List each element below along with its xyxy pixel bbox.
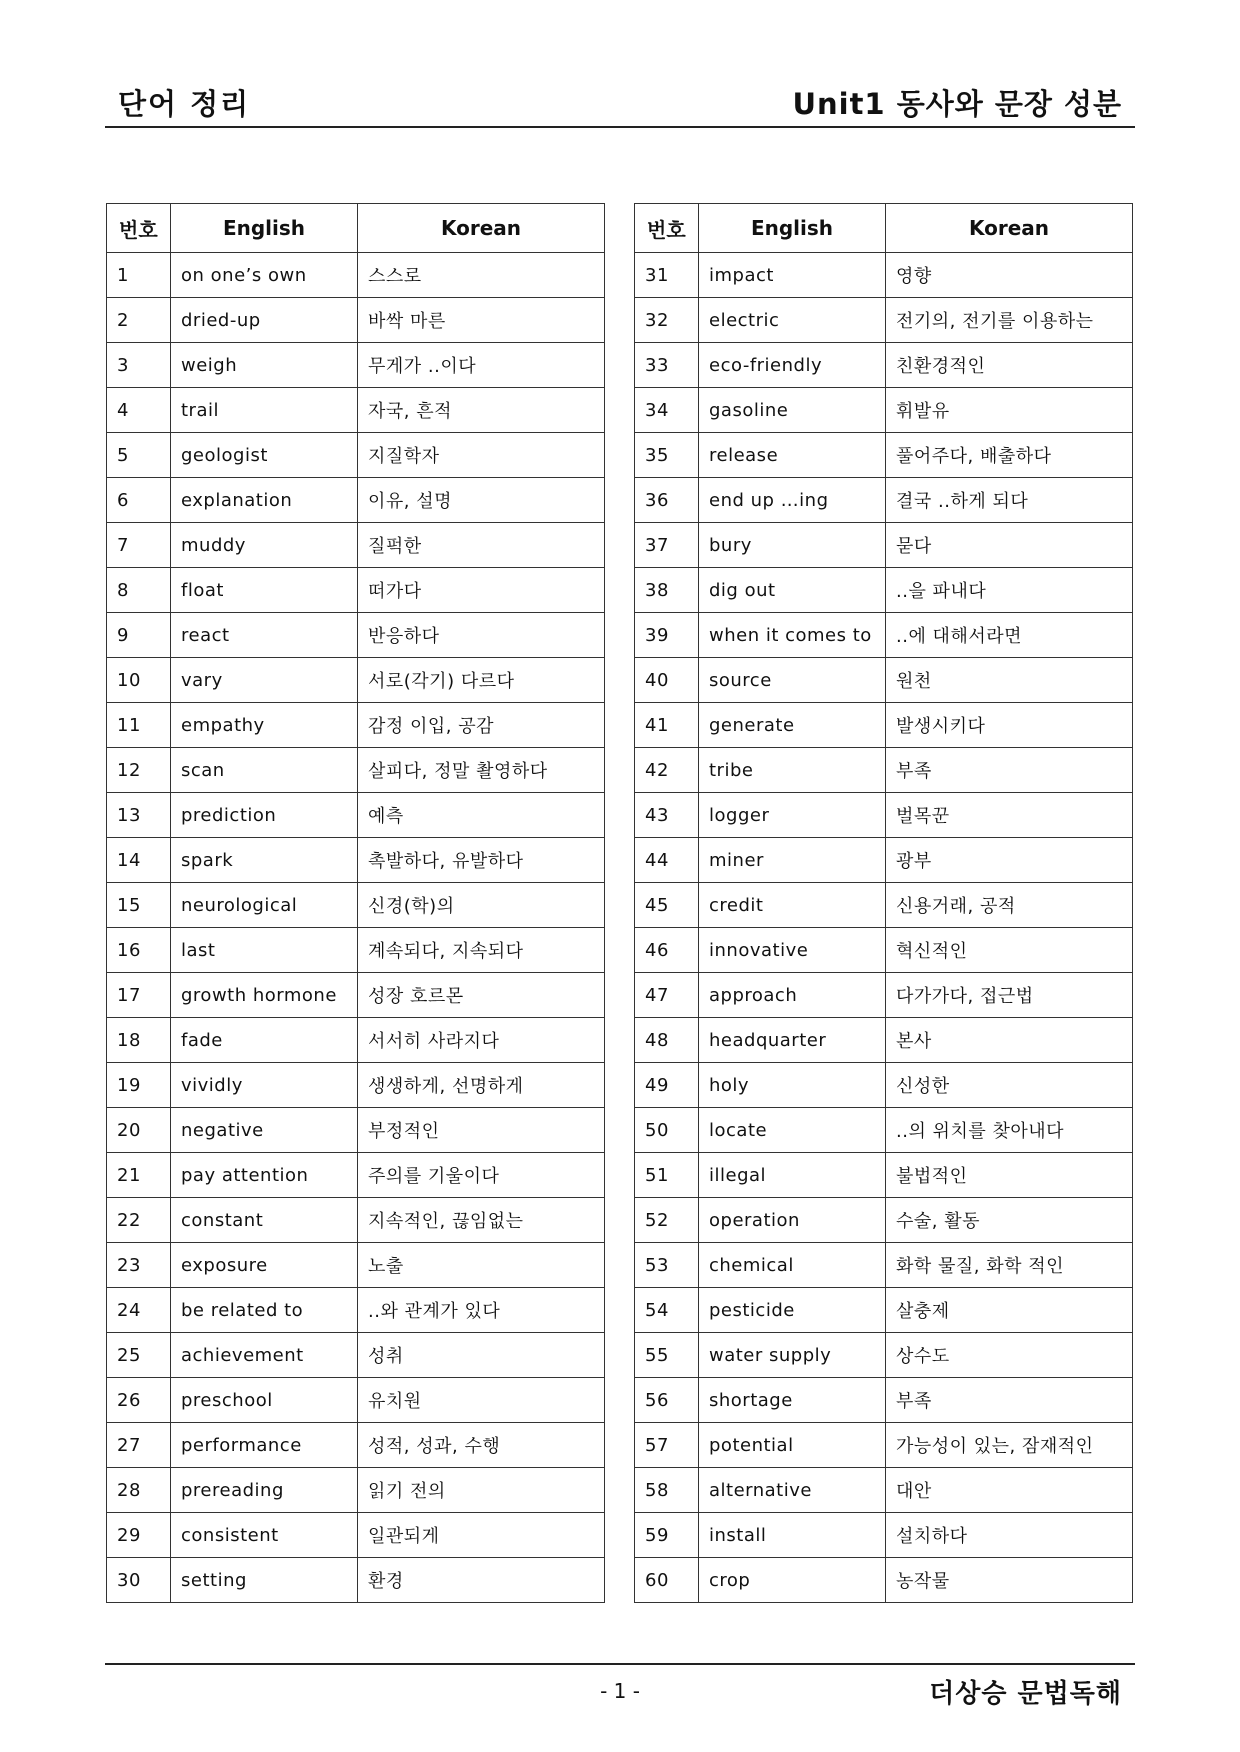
word-korean: 유치원 — [358, 1378, 605, 1423]
table-row — [635, 748, 1133, 793]
word-korean: 신성한 — [886, 1063, 1133, 1108]
page-header — [105, 76, 1135, 128]
word-korean: 화학 물질, 화학 적인 — [886, 1243, 1133, 1288]
table-row — [635, 1558, 1133, 1603]
word-number: 10 — [107, 658, 171, 703]
word-number: 8 — [107, 568, 171, 613]
word-number: 6 — [107, 478, 171, 523]
word-korean: 불법적인 — [886, 1153, 1133, 1198]
table-row — [635, 613, 1133, 658]
word-number: 24 — [107, 1288, 171, 1333]
table-row — [635, 1063, 1133, 1108]
word-english: spark — [171, 838, 358, 883]
table-row — [635, 343, 1133, 388]
word-number: 36 — [635, 478, 699, 523]
word-number: 18 — [107, 1018, 171, 1063]
word-number: 11 — [107, 703, 171, 748]
word-number: 49 — [635, 1063, 699, 1108]
table-row — [107, 253, 605, 298]
word-english: operation — [699, 1198, 886, 1243]
vocab-table-right — [634, 203, 1133, 1603]
word-english: constant — [171, 1198, 358, 1243]
word-korean: 환경 — [358, 1558, 605, 1603]
table-row — [107, 658, 605, 703]
word-number: 56 — [635, 1378, 699, 1423]
word-number: 59 — [635, 1513, 699, 1558]
document-title: 단어 정리 — [118, 87, 251, 121]
word-korean: 수술, 활동 — [886, 1198, 1133, 1243]
word-english: explanation — [171, 478, 358, 523]
word-korean: 부족 — [886, 748, 1133, 793]
word-english: float — [171, 568, 358, 613]
word-korean: 풀어주다, 배출하다 — [886, 433, 1133, 478]
word-number: 47 — [635, 973, 699, 1018]
word-english: prereading — [171, 1468, 358, 1513]
word-english: negative — [171, 1108, 358, 1153]
table-row — [635, 793, 1133, 838]
word-number: 60 — [635, 1558, 699, 1603]
word-english: alternative — [699, 1468, 886, 1513]
word-korean: 읽기 전의 — [358, 1468, 605, 1513]
word-english: dig out — [699, 568, 886, 613]
word-korean: ..와 관계가 있다 — [358, 1288, 605, 1333]
word-number: 35 — [635, 433, 699, 478]
word-english: eco-friendly — [699, 343, 886, 388]
word-number: 51 — [635, 1153, 699, 1198]
table-row — [107, 973, 605, 1018]
column-header-num: 번호 — [107, 204, 171, 253]
word-korean: 벌목꾼 — [886, 793, 1133, 838]
word-english: performance — [171, 1423, 358, 1468]
column-header-english: English — [699, 204, 886, 253]
word-english: innovative — [699, 928, 886, 973]
word-english: weigh — [171, 343, 358, 388]
column-header-english: English — [171, 204, 358, 253]
word-number: 4 — [107, 388, 171, 433]
table-row — [107, 838, 605, 883]
word-number: 7 — [107, 523, 171, 568]
word-english: electric — [699, 298, 886, 343]
word-english: when it comes to — [699, 613, 886, 658]
word-number: 15 — [107, 883, 171, 928]
word-korean: 반응하다 — [358, 613, 605, 658]
word-korean: 결국 ..하게 되다 — [886, 478, 1133, 523]
word-english: prediction — [171, 793, 358, 838]
word-korean: 상수도 — [886, 1333, 1133, 1378]
word-english: shortage — [699, 1378, 886, 1423]
word-english: bury — [699, 523, 886, 568]
word-english: logger — [699, 793, 886, 838]
word-korean: 생생하게, 선명하게 — [358, 1063, 605, 1108]
table-row — [107, 1153, 605, 1198]
word-korean: 본사 — [886, 1018, 1133, 1063]
word-english: dried-up — [171, 298, 358, 343]
word-korean: 지질학자 — [358, 433, 605, 478]
word-number: 9 — [107, 613, 171, 658]
table-row — [107, 883, 605, 928]
word-english: growth hormone — [171, 973, 358, 1018]
word-number: 38 — [635, 568, 699, 613]
word-korean: 다가가다, 접근법 — [886, 973, 1133, 1018]
word-number: 32 — [635, 298, 699, 343]
word-number: 54 — [635, 1288, 699, 1333]
table-row — [107, 478, 605, 523]
table-row — [635, 658, 1133, 703]
word-korean: 예측 — [358, 793, 605, 838]
word-korean: 서서히 사라지다 — [358, 1018, 605, 1063]
table-header-row — [635, 204, 1133, 253]
word-number: 13 — [107, 793, 171, 838]
table-row — [107, 1018, 605, 1063]
word-english: release — [699, 433, 886, 478]
table-row — [107, 748, 605, 793]
word-english: generate — [699, 703, 886, 748]
word-number: 16 — [107, 928, 171, 973]
word-number: 28 — [107, 1468, 171, 1513]
word-number: 21 — [107, 1153, 171, 1198]
word-english: illegal — [699, 1153, 886, 1198]
table-row — [107, 1243, 605, 1288]
word-korean: 원천 — [886, 658, 1133, 703]
table-row — [107, 703, 605, 748]
word-korean: 일관되게 — [358, 1513, 605, 1558]
column-header-korean: Korean — [358, 204, 605, 253]
word-korean: 자국, 흔적 — [358, 388, 605, 433]
word-korean: 질퍽한 — [358, 523, 605, 568]
word-number: 22 — [107, 1198, 171, 1243]
word-korean: 혁신적인 — [886, 928, 1133, 973]
word-number: 17 — [107, 973, 171, 1018]
table-row — [635, 1198, 1133, 1243]
table-row — [107, 388, 605, 433]
table-row — [107, 928, 605, 973]
word-english: impact — [699, 253, 886, 298]
word-korean: 부족 — [886, 1378, 1133, 1423]
word-number: 48 — [635, 1018, 699, 1063]
word-korean: 감정 이입, 공감 — [358, 703, 605, 748]
word-english: geologist — [171, 433, 358, 478]
word-number: 2 — [107, 298, 171, 343]
word-number: 43 — [635, 793, 699, 838]
table-row — [107, 433, 605, 478]
table-row — [635, 478, 1133, 523]
word-number: 14 — [107, 838, 171, 883]
word-korean: 친환경적인 — [886, 343, 1133, 388]
word-english: gasoline — [699, 388, 886, 433]
word-number: 44 — [635, 838, 699, 883]
word-korean: 농작물 — [886, 1558, 1133, 1603]
table-row — [635, 1108, 1133, 1153]
word-korean: 신용거래, 공적 — [886, 883, 1133, 928]
word-korean: 성적, 성과, 수행 — [358, 1423, 605, 1468]
word-number: 42 — [635, 748, 699, 793]
word-number: 33 — [635, 343, 699, 388]
word-number: 58 — [635, 1468, 699, 1513]
word-korean: 떠가다 — [358, 568, 605, 613]
word-number: 52 — [635, 1198, 699, 1243]
word-number: 12 — [107, 748, 171, 793]
table-row — [635, 973, 1133, 1018]
word-number: 1 — [107, 253, 171, 298]
word-english: miner — [699, 838, 886, 883]
word-english: achievement — [171, 1333, 358, 1378]
word-korean: ..을 파내다 — [886, 568, 1133, 613]
word-number: 39 — [635, 613, 699, 658]
word-korean: 촉발하다, 유발하다 — [358, 838, 605, 883]
word-number: 53 — [635, 1243, 699, 1288]
word-english: muddy — [171, 523, 358, 568]
word-number: 31 — [635, 253, 699, 298]
word-english: pay attention — [171, 1153, 358, 1198]
column-header-num: 번호 — [635, 204, 699, 253]
table-row — [635, 253, 1133, 298]
word-english: last — [171, 928, 358, 973]
table-row — [107, 1198, 605, 1243]
word-number: 25 — [107, 1333, 171, 1378]
word-english: locate — [699, 1108, 886, 1153]
table-row — [635, 883, 1133, 928]
page-footer — [105, 1663, 1135, 1725]
word-korean: 이유, 설명 — [358, 478, 605, 523]
table-row — [635, 928, 1133, 973]
word-number: 20 — [107, 1108, 171, 1153]
word-english: crop — [699, 1558, 886, 1603]
word-korean: 영향 — [886, 253, 1133, 298]
word-korean: 설치하다 — [886, 1513, 1133, 1558]
table-row — [107, 1513, 605, 1558]
word-english: approach — [699, 973, 886, 1018]
word-korean: 묻다 — [886, 523, 1133, 568]
word-korean: 계속되다, 지속되다 — [358, 928, 605, 973]
word-english: vary — [171, 658, 358, 703]
word-korean: 바싹 마른 — [358, 298, 605, 343]
word-number: 5 — [107, 433, 171, 478]
word-english: potential — [699, 1423, 886, 1468]
table-row — [635, 703, 1133, 748]
word-korean: ..의 위치를 찾아내다 — [886, 1108, 1133, 1153]
table-row — [635, 1243, 1133, 1288]
word-number: 19 — [107, 1063, 171, 1108]
table-row — [107, 1378, 605, 1423]
word-english: source — [699, 658, 886, 703]
word-korean: 신경(학)의 — [358, 883, 605, 928]
word-korean: 살충제 — [886, 1288, 1133, 1333]
word-english: exposure — [171, 1243, 358, 1288]
table-row — [107, 298, 605, 343]
word-number: 29 — [107, 1513, 171, 1558]
word-number: 37 — [635, 523, 699, 568]
word-number: 27 — [107, 1423, 171, 1468]
publisher-name: 더상승 문법독해 — [929, 1679, 1122, 1709]
word-english: tribe — [699, 748, 886, 793]
word-korean: 가능성이 있는, 잠재적인 — [886, 1423, 1133, 1468]
table-row — [635, 1333, 1133, 1378]
word-korean: 대안 — [886, 1468, 1133, 1513]
table-row — [107, 1423, 605, 1468]
word-korean: 주의를 기울이다 — [358, 1153, 605, 1198]
word-english: setting — [171, 1558, 358, 1603]
word-korean: 살피다, 정말 촬영하다 — [358, 748, 605, 793]
table-row — [107, 523, 605, 568]
word-number: 34 — [635, 388, 699, 433]
word-korean: 휘발유 — [886, 388, 1133, 433]
word-english: neurological — [171, 883, 358, 928]
page-number: - 1 - — [600, 1679, 640, 1703]
table-row — [635, 298, 1133, 343]
table-row — [107, 1558, 605, 1603]
word-number: 55 — [635, 1333, 699, 1378]
word-korean: 부정적인 — [358, 1108, 605, 1153]
word-english: scan — [171, 748, 358, 793]
word-english: water supply — [699, 1333, 886, 1378]
word-number: 50 — [635, 1108, 699, 1153]
word-korean: 무게가 ..이다 — [358, 343, 605, 388]
word-korean: 성장 호르몬 — [358, 973, 605, 1018]
table-row — [107, 793, 605, 838]
table-row — [635, 1468, 1133, 1513]
table-row — [107, 1468, 605, 1513]
table-row — [107, 613, 605, 658]
table-row — [635, 433, 1133, 478]
table-row — [635, 1423, 1133, 1468]
word-number: 40 — [635, 658, 699, 703]
unit-title: Unit1 동사와 문장 성분 — [792, 87, 1122, 121]
table-row — [107, 1108, 605, 1153]
table-row — [107, 568, 605, 613]
word-english: end up …ing — [699, 478, 886, 523]
word-english: trail — [171, 388, 358, 433]
word-number: 46 — [635, 928, 699, 973]
table-row — [635, 1288, 1133, 1333]
word-english: headquarter — [699, 1018, 886, 1063]
word-number: 30 — [107, 1558, 171, 1603]
word-number: 45 — [635, 883, 699, 928]
word-korean: 스스로 — [358, 253, 605, 298]
table-row — [635, 523, 1133, 568]
table-row — [635, 1513, 1133, 1558]
word-english: be related to — [171, 1288, 358, 1333]
word-number: 26 — [107, 1378, 171, 1423]
word-korean: 서로(각기) 다르다 — [358, 658, 605, 703]
word-english: install — [699, 1513, 886, 1558]
word-korean: 광부 — [886, 838, 1133, 883]
word-english: preschool — [171, 1378, 358, 1423]
column-header-korean: Korean — [886, 204, 1133, 253]
word-english: on one’s own — [171, 253, 358, 298]
table-row — [635, 1378, 1133, 1423]
table-row — [107, 343, 605, 388]
word-number: 3 — [107, 343, 171, 388]
word-korean: 발생시키다 — [886, 703, 1133, 748]
word-korean: 성취 — [358, 1333, 605, 1378]
word-english: pesticide — [699, 1288, 886, 1333]
table-header-row — [107, 204, 605, 253]
table-row — [107, 1288, 605, 1333]
word-number: 41 — [635, 703, 699, 748]
word-english: fade — [171, 1018, 358, 1063]
word-english: chemical — [699, 1243, 886, 1288]
word-korean: 노출 — [358, 1243, 605, 1288]
table-row — [635, 568, 1133, 613]
vocab-table-left — [106, 203, 605, 1603]
word-english: react — [171, 613, 358, 658]
word-english: credit — [699, 883, 886, 928]
table-row — [635, 1018, 1133, 1063]
table-row — [107, 1063, 605, 1108]
table-row — [107, 1333, 605, 1378]
word-korean: ..에 대해서라면 — [886, 613, 1133, 658]
word-english: vividly — [171, 1063, 358, 1108]
word-korean: 지속적인, 끊임없는 — [358, 1198, 605, 1243]
word-korean: 전기의, 전기를 이용하는 — [886, 298, 1133, 343]
word-number: 23 — [107, 1243, 171, 1288]
word-english: empathy — [171, 703, 358, 748]
table-row — [635, 838, 1133, 883]
word-number: 57 — [635, 1423, 699, 1468]
word-english: consistent — [171, 1513, 358, 1558]
table-row — [635, 1153, 1133, 1198]
word-english: holy — [699, 1063, 886, 1108]
table-row — [635, 388, 1133, 433]
